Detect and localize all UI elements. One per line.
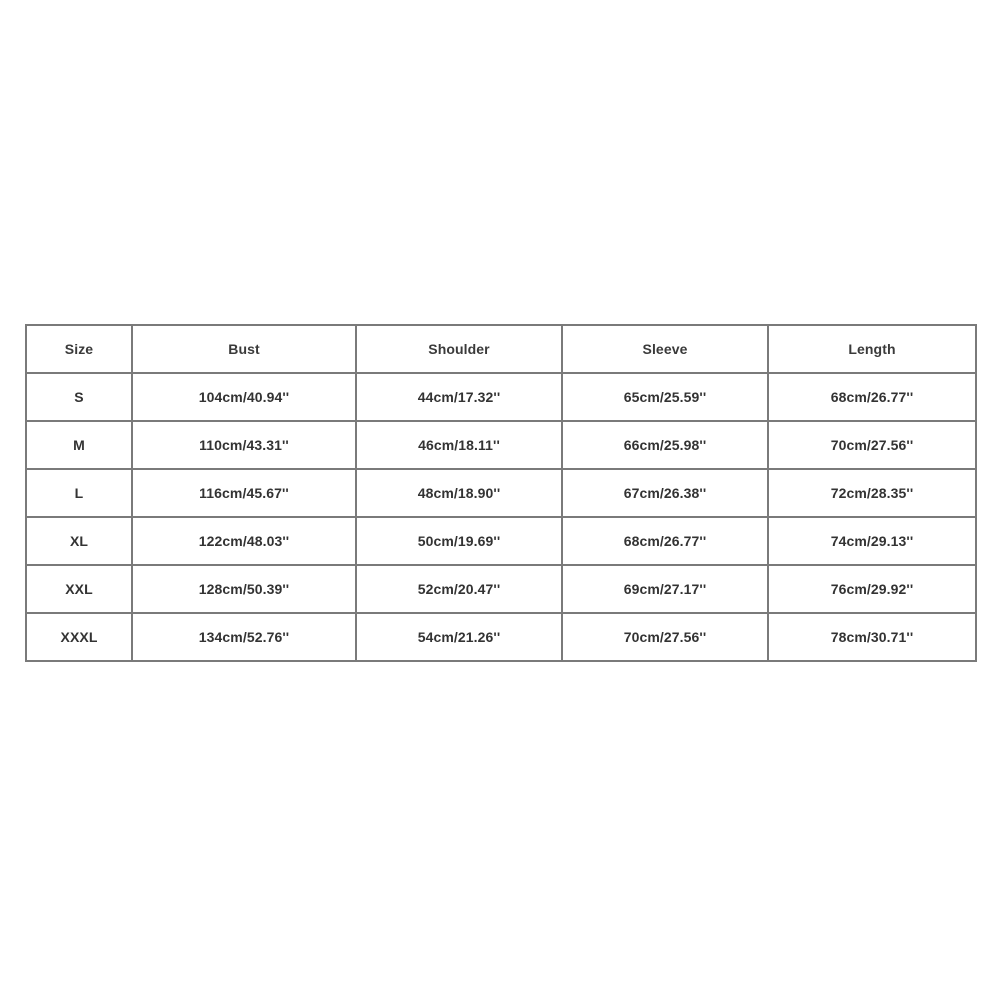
- cell-bust: 122cm/48.03'': [132, 517, 356, 565]
- table-row: [26, 565, 976, 613]
- cell-bust: 116cm/45.67'': [132, 469, 356, 517]
- table-row: [26, 613, 976, 661]
- cell-shoulder: 50cm/19.69'': [356, 517, 562, 565]
- size-chart-table: [25, 324, 977, 662]
- cell-sleeve: 70cm/27.56'': [562, 613, 768, 661]
- cell-shoulder: 52cm/20.47'': [356, 565, 562, 613]
- cell-length: 72cm/28.35'': [768, 469, 976, 517]
- header-sleeve: Sleeve: [562, 325, 768, 373]
- cell-size: S: [26, 373, 132, 421]
- cell-length: 68cm/26.77'': [768, 373, 976, 421]
- cell-length: 78cm/30.71'': [768, 613, 976, 661]
- header-size: Size: [26, 325, 132, 373]
- cell-shoulder: 46cm/18.11'': [356, 421, 562, 469]
- cell-length: 76cm/29.92'': [768, 565, 976, 613]
- cell-shoulder: 48cm/18.90'': [356, 469, 562, 517]
- cell-size: L: [26, 469, 132, 517]
- cell-sleeve: 67cm/26.38'': [562, 469, 768, 517]
- cell-bust: 134cm/52.76'': [132, 613, 356, 661]
- table-row: [26, 373, 976, 421]
- cell-size: XL: [26, 517, 132, 565]
- header-length: Length: [768, 325, 976, 373]
- cell-size: XXXL: [26, 613, 132, 661]
- header-shoulder: Shoulder: [356, 325, 562, 373]
- cell-sleeve: 69cm/27.17'': [562, 565, 768, 613]
- table-row: [26, 421, 976, 469]
- cell-sleeve: 66cm/25.98'': [562, 421, 768, 469]
- cell-shoulder: 44cm/17.32'': [356, 373, 562, 421]
- cell-length: 70cm/27.56'': [768, 421, 976, 469]
- header-bust: Bust: [132, 325, 356, 373]
- table-row: [26, 517, 976, 565]
- cell-size: M: [26, 421, 132, 469]
- cell-sleeve: 65cm/25.59'': [562, 373, 768, 421]
- cell-length: 74cm/29.13'': [768, 517, 976, 565]
- cell-bust: 128cm/50.39'': [132, 565, 356, 613]
- cell-bust: 104cm/40.94'': [132, 373, 356, 421]
- table-header-row: [26, 325, 976, 373]
- cell-shoulder: 54cm/21.26'': [356, 613, 562, 661]
- cell-sleeve: 68cm/26.77'': [562, 517, 768, 565]
- table-row: [26, 469, 976, 517]
- cell-bust: 110cm/43.31'': [132, 421, 356, 469]
- cell-size: XXL: [26, 565, 132, 613]
